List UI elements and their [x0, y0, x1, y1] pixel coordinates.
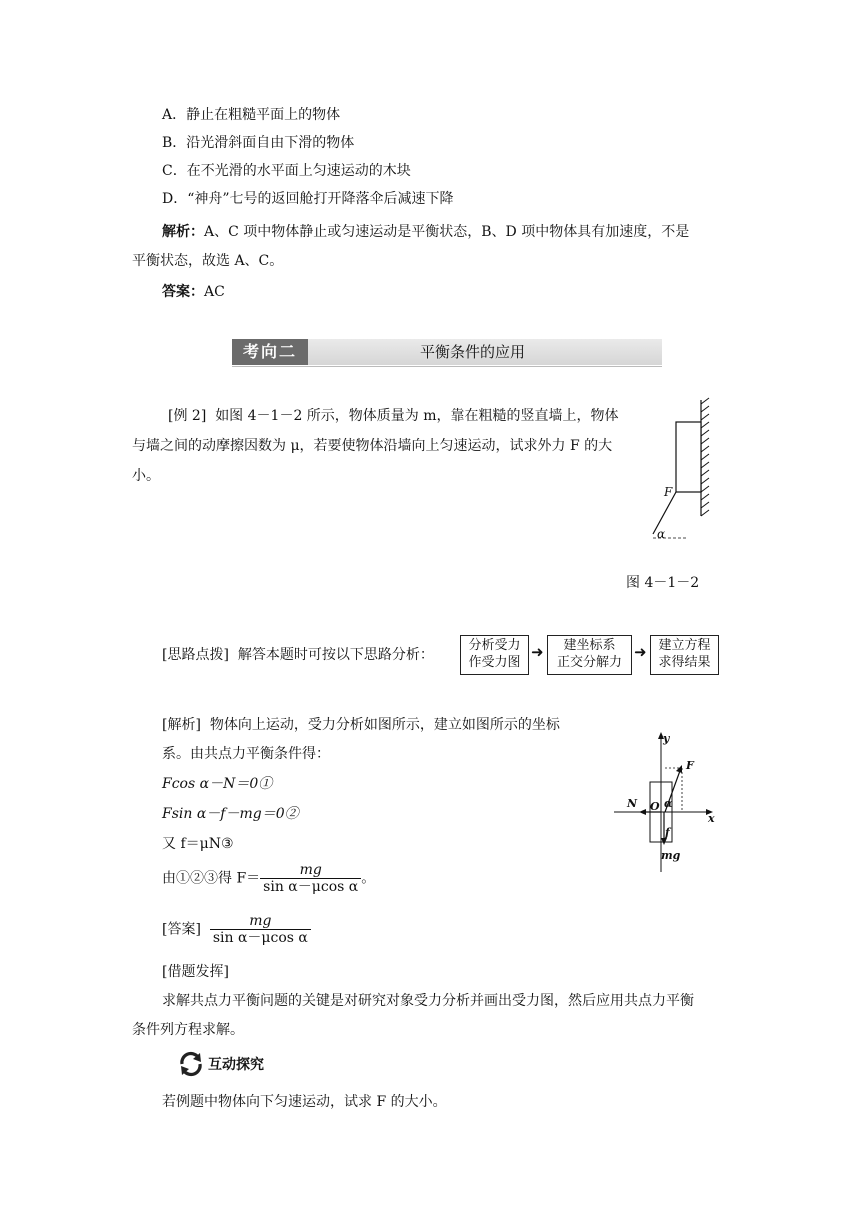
example2-line3: 小。	[132, 468, 160, 484]
option-d: D．“神舟”七号的返回舱打开降落伞后减速下降	[162, 191, 454, 207]
thinking-line: [思路点拨] 解答本题时可按以下思路分析：	[162, 647, 434, 663]
analysis2-line2: 系。由共点力平衡条件得：	[162, 746, 330, 762]
equation-4-fraction: $\frac{mg}{\text{sin α－μcos α}}$	[260, 862, 361, 895]
figure1-label-f: F	[664, 485, 673, 499]
figure1-caption: 图 4－1－2	[626, 575, 700, 591]
option-a: A．静止在粗糙平面上的物体	[162, 107, 341, 123]
answer2-label: [答案]	[162, 921, 201, 938]
section-underline	[232, 366, 662, 367]
analysis1-line2: 平衡状态，故选 A、C。	[132, 253, 284, 269]
option-b: B．沿光滑斜面自由下滑的物体	[162, 135, 355, 151]
thinking-label: [思路点拨]	[162, 647, 229, 663]
fd-label-n: N	[627, 797, 638, 810]
example2-line2: 与墙之间的动摩擦因数为 μ，若要使物体沿墙向上匀速运动，试求外力 F 的大	[132, 438, 613, 454]
analysis2-line1: [解析] 物体向上运动，受力分析如图所示，建立如图所示的坐标	[162, 717, 560, 733]
flow-step-1: 分析受力 作受力图	[460, 635, 529, 675]
exploration-swirl-icon	[178, 1050, 204, 1078]
fd-label-o: O	[650, 800, 660, 813]
option-c: C．在不光滑的水平面上匀速运动的木块	[162, 163, 411, 179]
answer2	[162, 913, 311, 946]
flow-arrow-2: ➜	[634, 643, 647, 661]
flow-step-3: 建立方程 求得结果	[650, 635, 719, 675]
extension-line1: 求解共点力平衡问题的关键是对研究对象受力分析并画出受力图，然后应用共点力平衡	[162, 993, 694, 1009]
answer2-fraction: $\frac{mg}{\text{sin α－μcos α}}$	[210, 913, 311, 946]
analysis1-label: 解析：	[162, 224, 204, 240]
analysis1-line1: 解析：A、C 项中物体静止或匀速运动是平衡状态，B、D 项中物体具有加速度，不是	[162, 224, 690, 240]
example2-label: [例 2]	[168, 408, 207, 424]
flow-arrow-1: ➜	[531, 643, 544, 661]
extension-line2: 条件列方程求解。	[132, 1022, 244, 1038]
example2-line1: [例 2] 如图 4－1－2 所示，物体质量为 m，靠在粗糙的竖直墙上，物体	[168, 408, 619, 424]
flow-step-2: 建坐标系 正交分解力	[547, 635, 632, 675]
equation-1: Fcos α－N＝0①	[162, 776, 273, 792]
fd-label-x: x	[708, 812, 715, 825]
figure-wall-block	[640, 396, 720, 546]
equation-2: Fsin α－f－mg＝0②	[162, 806, 299, 822]
analysis2-label: [解析]	[162, 717, 201, 733]
figure1-label-alpha: α	[657, 527, 666, 541]
fd-label-y: y	[663, 732, 670, 745]
fd-label-f-force: F	[686, 759, 694, 772]
section-title: 平衡条件的应用	[420, 343, 526, 361]
exploration-title: 互动探究	[208, 1057, 264, 1073]
answer1-label: 答案：	[162, 284, 204, 300]
exploration-question: 若例题中物体向下匀速运动，试求 F 的大小。	[162, 1094, 447, 1110]
equation-4: 由①②③得 F＝ $\frac{mg}{\text{sin α－μcos α}}$ 。	[162, 862, 376, 895]
fd-label-alpha: α	[664, 797, 673, 810]
answer1-value: AC	[204, 284, 225, 300]
fd-label-f-friction: f	[665, 826, 670, 839]
extension-label: [借题发挥]	[162, 964, 229, 980]
equation-3: 又 f＝μN③	[162, 836, 234, 852]
fd-label-mg: mg	[661, 849, 681, 862]
section-tag: 考向二	[232, 339, 308, 365]
answer1	[162, 282, 225, 302]
